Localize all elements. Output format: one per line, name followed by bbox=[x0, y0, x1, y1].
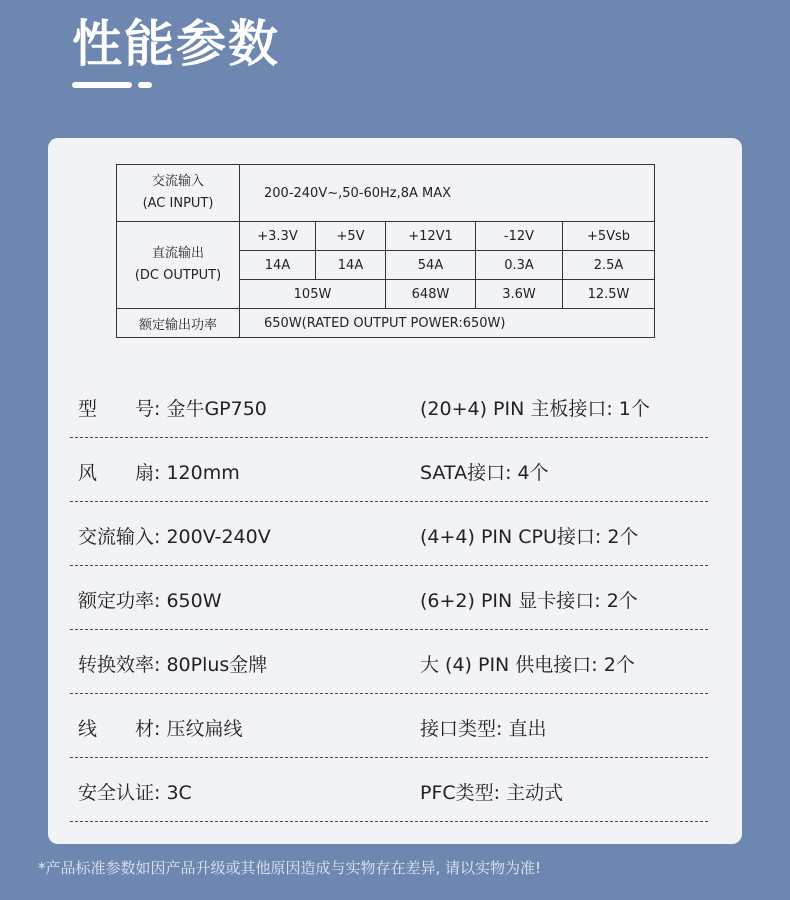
ac-input-value: 200-240V~,50-60Hz,8A MAX bbox=[240, 165, 655, 222]
spec-row bbox=[70, 694, 708, 758]
rated-output-label: 额定输出功率 bbox=[117, 309, 240, 338]
spec-item-left: 线 材: 压纹扁线 bbox=[78, 718, 243, 740]
spec-item-left: 转换效率: 80Plus金牌 bbox=[78, 654, 268, 676]
rail-label: +5Vsb bbox=[563, 222, 655, 251]
rail-current: 2.5A bbox=[563, 251, 655, 280]
title-underline-long bbox=[72, 82, 132, 88]
spec-item-left: 型 号: 金牛GP750 bbox=[78, 398, 267, 420]
spec-row bbox=[70, 502, 708, 566]
dc-output-label-en: (DC OUTPUT) bbox=[134, 268, 222, 283]
spec-row bbox=[70, 374, 708, 438]
rail-label: +3.3V bbox=[240, 222, 316, 251]
page-title: 性能参数 bbox=[72, 15, 280, 73]
rail-current: 0.3A bbox=[476, 251, 563, 280]
spec-row bbox=[70, 630, 708, 694]
ac-input-label-cn: 交流输入 bbox=[151, 174, 204, 189]
spec-item-left: 安全认证: 3C bbox=[78, 782, 192, 804]
rail-current: 14A bbox=[316, 251, 386, 280]
spec-item-right: (20+4) PIN 主板接口: 1个 bbox=[420, 398, 650, 420]
spec-item-right: SATA接口: 4个 bbox=[420, 462, 549, 484]
rail-label: -12V bbox=[476, 222, 563, 251]
spec-row bbox=[70, 438, 708, 502]
spec-item-right: (4+4) PIN CPU接口: 2个 bbox=[420, 526, 639, 548]
spec-item-right: 大 (4) PIN 供电接口: 2个 bbox=[420, 654, 635, 676]
dc-output-label bbox=[117, 222, 240, 309]
dc-output-label-cn: 直流输出 bbox=[151, 246, 204, 261]
spec-list bbox=[70, 374, 708, 822]
spec-item-right: (6+2) PIN 显卡接口: 2个 bbox=[420, 590, 638, 612]
spec-row bbox=[70, 566, 708, 630]
title-underline-short bbox=[138, 82, 152, 88]
spec-table bbox=[116, 164, 655, 338]
rail-power: 3.6W bbox=[476, 280, 563, 309]
rail-power: 105W bbox=[240, 280, 386, 309]
spec-card bbox=[48, 138, 742, 844]
rail-power: 648W bbox=[386, 280, 476, 309]
spec-item-left: 风 扇: 120mm bbox=[78, 462, 240, 484]
rail-label: +12V1 bbox=[386, 222, 476, 251]
rail-current: 14A bbox=[240, 251, 316, 280]
spec-item-right: PFC类型: 主动式 bbox=[420, 782, 564, 804]
footnote: *产品标准参数如因产品升级或其他原因造成与实物存在差异, 请以实物为准! bbox=[38, 859, 542, 877]
rail-power: 12.5W bbox=[563, 280, 655, 309]
spec-row bbox=[70, 758, 708, 822]
rail-current: 54A bbox=[386, 251, 476, 280]
ac-input-label bbox=[117, 165, 240, 222]
ac-input-label-en: (AC INPUT) bbox=[142, 196, 214, 211]
rail-label: +5V bbox=[316, 222, 386, 251]
spec-item-left: 额定功率: 650W bbox=[78, 590, 222, 612]
spec-item-left: 交流输入: 200V-240V bbox=[78, 526, 271, 548]
rated-output-value: 650W(RATED OUTPUT POWER:650W) bbox=[240, 309, 655, 338]
spec-item-right: 接口类型: 直出 bbox=[420, 718, 547, 740]
